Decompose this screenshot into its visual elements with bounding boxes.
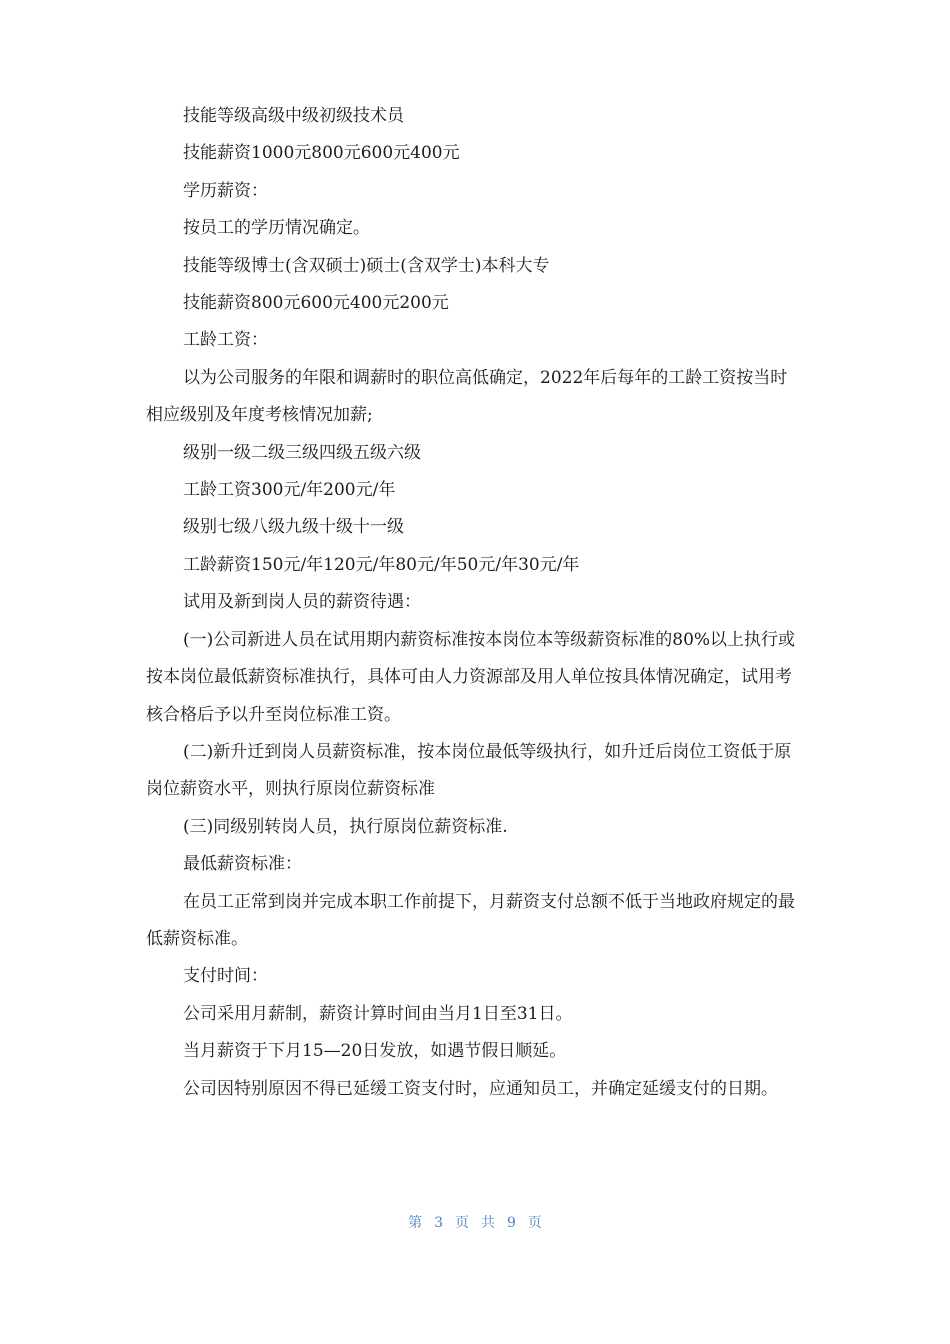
paragraph: 按员工的学历情况确定。 <box>183 218 370 239</box>
paragraph: 学历薪资： <box>183 180 268 201</box>
paragraph: 级别一级二级三级四级五级六级 <box>183 442 421 463</box>
paragraph: 技能等级博士(含双硕士)硕士(含双学士)本科大专 <box>183 255 550 276</box>
paragraph: 级别七级八级九级十级十一级 <box>183 517 404 538</box>
document-body <box>146 98 800 1108</box>
paragraph: 技能薪资800元600元400元200元 <box>183 293 449 314</box>
paragraph: 支付时间： <box>183 966 268 987</box>
paragraph: 试用及新到岗人员的薪资待遇： <box>183 592 421 613</box>
paragraph: (三)同级别转岗人员，执行原岗位薪资标准. <box>183 816 508 837</box>
paragraph: 技能薪资1000元800元600元400元 <box>183 143 460 164</box>
footer-ye: 页 <box>455 1215 469 1231</box>
paragraph: 工龄工资300元/年200元/年 <box>183 480 396 501</box>
total-page-count: 9 <box>507 1215 516 1231</box>
current-page-number: 3 <box>434 1215 443 1231</box>
page-footer <box>0 1212 950 1232</box>
paragraph: (一)公司新进人员在试用期内薪资标准按本岗位本等级薪资标准的80%以上执行或按本岗位最低薪资标准执行，具体可由人力资源部及用人单位按具体情况确定，试用考核合格后予以升至岗位标准工资。 <box>146 629 796 725</box>
paragraph: 最低薪资标准： <box>183 854 302 875</box>
paragraph: 公司因特别原因不得已延缓工资支付时，应通知员工，并确定延缓支付的日期。 <box>183 1078 778 1099</box>
footer-ye2: 页 <box>527 1215 542 1231</box>
paragraph: (二)新升迁到岗人员薪资标准，按本岗位最低等级执行，如升迁后岗位工资低于原岗位薪资水平，则执行原岗位薪资标准 <box>146 741 792 800</box>
footer-di: 第 <box>408 1215 423 1231</box>
paragraph: 以为公司服务的年限和调薪时的职位高低确定，2022年后每年的工龄工资按当时相应级别及年度考核情况加薪; <box>146 367 788 426</box>
paragraph: 工龄薪资150元/年120元/年80元/年50元/年30元/年 <box>183 554 580 575</box>
paragraph: 技能等级高级中级初级技术员 <box>183 106 404 126</box>
footer-gong: 共 <box>481 1215 495 1231</box>
paragraph: 当月薪资于下月15—20日发放，如遇节假日顺延。 <box>183 1041 567 1062</box>
paragraph: 公司采用月薪制，薪资计算时间由当月1日至31日。 <box>183 1003 573 1024</box>
paragraph: 在员工正常到岗并完成本职工作前提下，月薪资支付总额不低于当地政府规定的最低薪资标准。 <box>146 891 795 949</box>
paragraph: 工龄工资： <box>183 330 268 351</box>
